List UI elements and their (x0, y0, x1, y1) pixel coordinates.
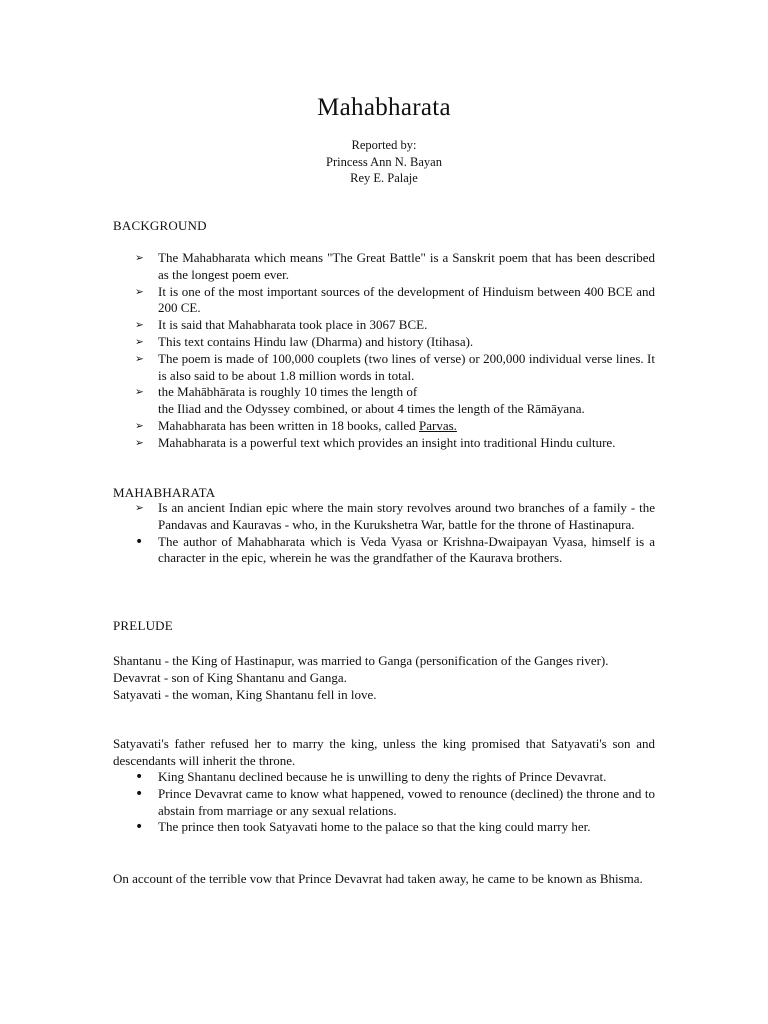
list-item: ➢ This text contains Hindu law (Dharma) and history (Itihasa). (135, 333, 474, 349)
bullet-icon: • (135, 785, 144, 802)
byline (0, 137, 768, 187)
arrow-bullet-icon: ➢ (135, 319, 144, 332)
arrow-bullet-icon: ➢ (135, 252, 144, 264)
parvas-link[interactable]: Parvas. (419, 417, 457, 433)
list-item: ➢ Is an ancient Indian epic where the main story revolves around two branches of a family - the Pandavas and Kauravas - who, in the Kurukshetra War, battle for the throne of Hastinapura. (135, 500, 655, 532)
list-item: • The author of Mahabharata which is Veda Vyasa or Krishna-Dwaipayan Vyasa, himself is a character in the epic, wherein he was the grandfather of the Kaurava brothers. (135, 533, 655, 566)
mahabharata-list (113, 500, 655, 567)
bullet-icon: • (135, 769, 144, 785)
list-item: ➢ Mahabharata is a powerful text which provides an insight into traditional Hindu culture. (135, 434, 616, 450)
intro-line: Devavrat - son of King Shantanu and Ganga. (113, 669, 347, 685)
author-name: Rey E. Palaje (350, 171, 418, 185)
list-item: • The prince then took Satyavati home to the palace so that the king could marry her. (135, 819, 591, 836)
background-heading: BACKGROUND (113, 218, 207, 233)
bullet-icon: • (135, 533, 144, 550)
list-item: • Prince Devavrat came to know what happened, vowed to renounce (declined) the throne and to abstain from marriage or any sexual relations. (135, 785, 655, 818)
prelude-intro (113, 653, 655, 703)
list-item: ➢ The poem is made of 100,000 couplets (two lines of verse) or 200,000 individual verse lines. It is also said to be about 1.8 million words in total. (135, 350, 655, 383)
list-item: ➢ the Mahābhārata is roughly 10 times the length of the Iliad and the Odyssey combined, or about 4 times the length of the Rāmāyana. (135, 384, 585, 417)
arrow-bullet-icon: ➢ (135, 419, 144, 432)
page-title: Mahabharata (317, 94, 451, 121)
author-name: Princess Ann N. Bayan (326, 154, 442, 169)
bullet-icon: • (135, 819, 144, 836)
arrow-bullet-icon: ➢ (135, 352, 144, 365)
arrow-bullet-icon: ➢ (135, 502, 144, 514)
intro-line: Shantanu - the King of Hastinapur, was married to Ganga (personification of the Ganges river). (113, 653, 609, 668)
list-item: ➢ It is one of the most important sources of the development of Hinduism between 400 BCE and 200 CE. (135, 283, 655, 316)
byline-label: Reported by: (351, 138, 417, 152)
list-item: ➢ Mahabharata has been written in 18 books, called Parvas. (135, 417, 457, 433)
arrow-bullet-icon: ➢ (135, 386, 144, 399)
prelude-heading: PRELUDE (113, 618, 173, 633)
intro-line: Satyavati - the woman, King Shantanu fell in love. (113, 686, 377, 702)
arrow-bullet-icon: ➢ (135, 335, 144, 348)
prelude-paragraph: Satyavati's father refused her to marry the king, unless the king promised that Satyavati's son and descendants will inherit the throne. (113, 736, 655, 768)
list-item: • King Shantanu declined because he is unwilling to deny the rights of Prince Devavrat. (135, 769, 607, 785)
mahabharata-heading: MAHABHARATA (113, 485, 216, 500)
background-list (113, 250, 655, 452)
arrow-bullet-icon: ➢ (135, 285, 144, 298)
arrow-bullet-icon: ➢ (135, 436, 144, 449)
list-item: ➢ It is said that Mahabharata took place in 3067 BCE. (135, 317, 428, 333)
prelude-list (113, 769, 655, 836)
closing-paragraph: On account of the terrible vow that Prince Devavrat had taken away, he came to be known as Bhisma. (113, 871, 643, 886)
list-item: ➢ The Mahabharata which means "The Great Battle" is a Sanskrit poem that has been described as the longest poem ever. (135, 250, 655, 282)
